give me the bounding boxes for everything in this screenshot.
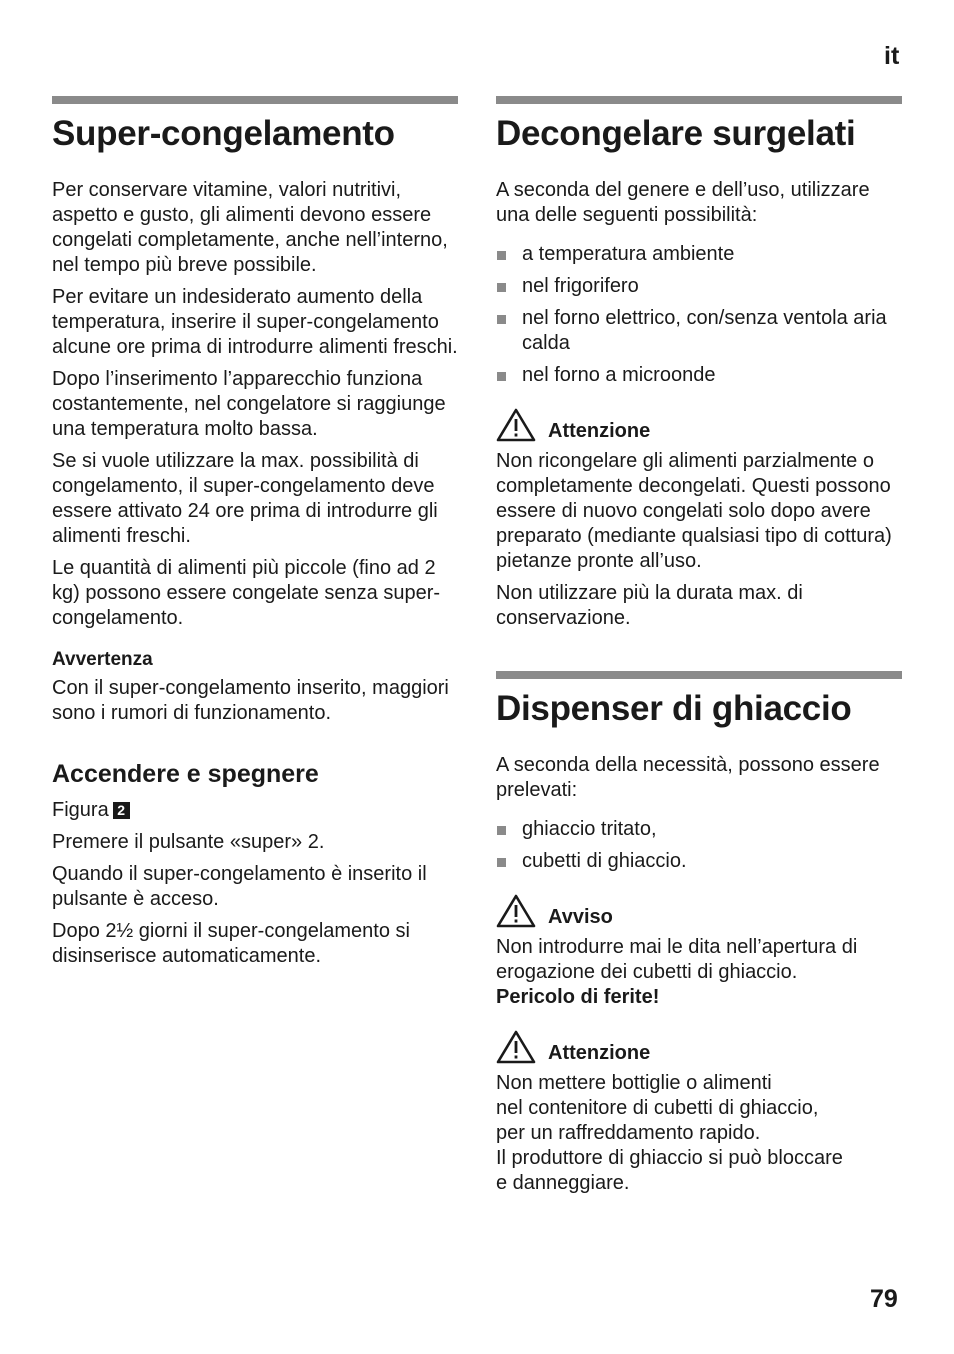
paragraph: Dopo l’inserimento l’apparecchio funziona costantemente, nel congelatore si raggiunge una temperatura molto bassa. [52, 368, 446, 440]
right-column [496, 96, 902, 1203]
warning-text: Non ricongelare gli alimenti parzialmente o completamente decongelati. Questi possono essere di nuovo congelati solo dopo avere preparato (mediante qualsiasi tipo di cottura) pietanze pronte all’uso. [496, 450, 892, 572]
paragraph: Per evitare un indesiderato aumento della temperatura, inserire il super-congelamento alcune ore prima di introdurre alimenti freschi. [52, 286, 458, 358]
bullet-list [496, 817, 902, 874]
paragraph: A seconda del genere e dell’uso, utilizzare una delle seguenti possibilità: [496, 179, 870, 226]
warning-triangle-icon [496, 1030, 536, 1064]
list-item: nel frigorifero [496, 274, 902, 299]
left-column [52, 96, 458, 976]
warning-heading [496, 1030, 902, 1064]
subsection-title: Accendere e spegnere [52, 760, 319, 788]
list-item: nel forno a microonde [496, 363, 902, 388]
warning-heading [496, 408, 902, 442]
list-item: nel forno elettrico, con/senza ventola aria calda [496, 306, 902, 356]
list-item: ghiaccio tritato, [496, 817, 902, 842]
list-item: cubetti di ghiaccio. [496, 849, 902, 874]
section-title: Super-congelamento [52, 114, 395, 153]
bullet-icon [497, 283, 506, 292]
warning-title: Attenzione [548, 420, 651, 442]
bullet-icon [497, 858, 506, 867]
section-title: Decongelare surgelati [496, 114, 856, 153]
paragraph: A seconda della necessità, possono essere prelevati: [496, 754, 880, 801]
ice-dispenser-section [496, 671, 902, 1196]
notice-emphasis: Pericolo di ferite! [496, 986, 660, 1008]
warning-title: Attenzione [548, 1042, 651, 1064]
bullet-icon [497, 315, 506, 324]
note-text: Con il super-congelamento inserito, maggiori sono i rumori di funzionamento. [52, 677, 449, 724]
notice-title: Avviso [548, 906, 613, 928]
warning-triangle-icon [496, 408, 536, 442]
notice-heading [496, 894, 902, 928]
figure-reference [52, 798, 458, 823]
language-code: it [884, 42, 900, 70]
section-rule [496, 671, 902, 679]
section-rule [496, 96, 902, 104]
paragraph: Se si vuole utilizzare la max. possibilità di congelamento, il super-congelamento deve essere attivato 24 ore prima di introdurre gli alimenti freschi. [52, 450, 438, 547]
figure-number-badge: 2 [113, 802, 130, 819]
bullet-icon [497, 826, 506, 835]
notice-text: Non introdurre mai le dita nell’apertura di erogazione dei cubetti di ghiaccio. Pericolo di ferite! [496, 936, 858, 1008]
paragraph: Premere il pulsante «super» 2. [52, 831, 325, 853]
note-title: Avvertenza [52, 649, 153, 670]
paragraph: Non utilizzare più la durata max. di conservazione. [496, 582, 803, 629]
section-title: Dispenser di ghiaccio [496, 689, 852, 728]
bullet-list [496, 242, 902, 388]
list-item: a temperatura ambiente [496, 242, 902, 267]
paragraph: Dopo 2½ giorni il super-congelamento si disinserisce automaticamente. [52, 920, 410, 967]
figure-label: Figura [52, 799, 109, 821]
paragraph: Quando il super-congelamento è inserito il pulsante è acceso. [52, 863, 427, 910]
page-number: 79 [870, 1285, 898, 1313]
bullet-icon [497, 372, 506, 381]
section-rule [52, 96, 458, 104]
paragraph: Per conservare vitamine, valori nutritivi, aspetto e gusto, gli alimenti devono essere congelati completamente, anche nell’interno, nel tempo più breve possibile. [52, 179, 448, 276]
paragraph: Le quantità di alimenti più piccole (fino ad 2 kg) possono essere congelate senza super-congelamento. [52, 557, 441, 629]
warning-triangle-icon [496, 894, 536, 928]
bullet-icon [497, 251, 506, 260]
warning-text: Non mettere bottiglie o alimenti nel contenitore di cubetti di ghiaccio, per un raffreddamento rapido. Il produttore di ghiaccio si può bloccare e danneggiare. [496, 1072, 843, 1194]
